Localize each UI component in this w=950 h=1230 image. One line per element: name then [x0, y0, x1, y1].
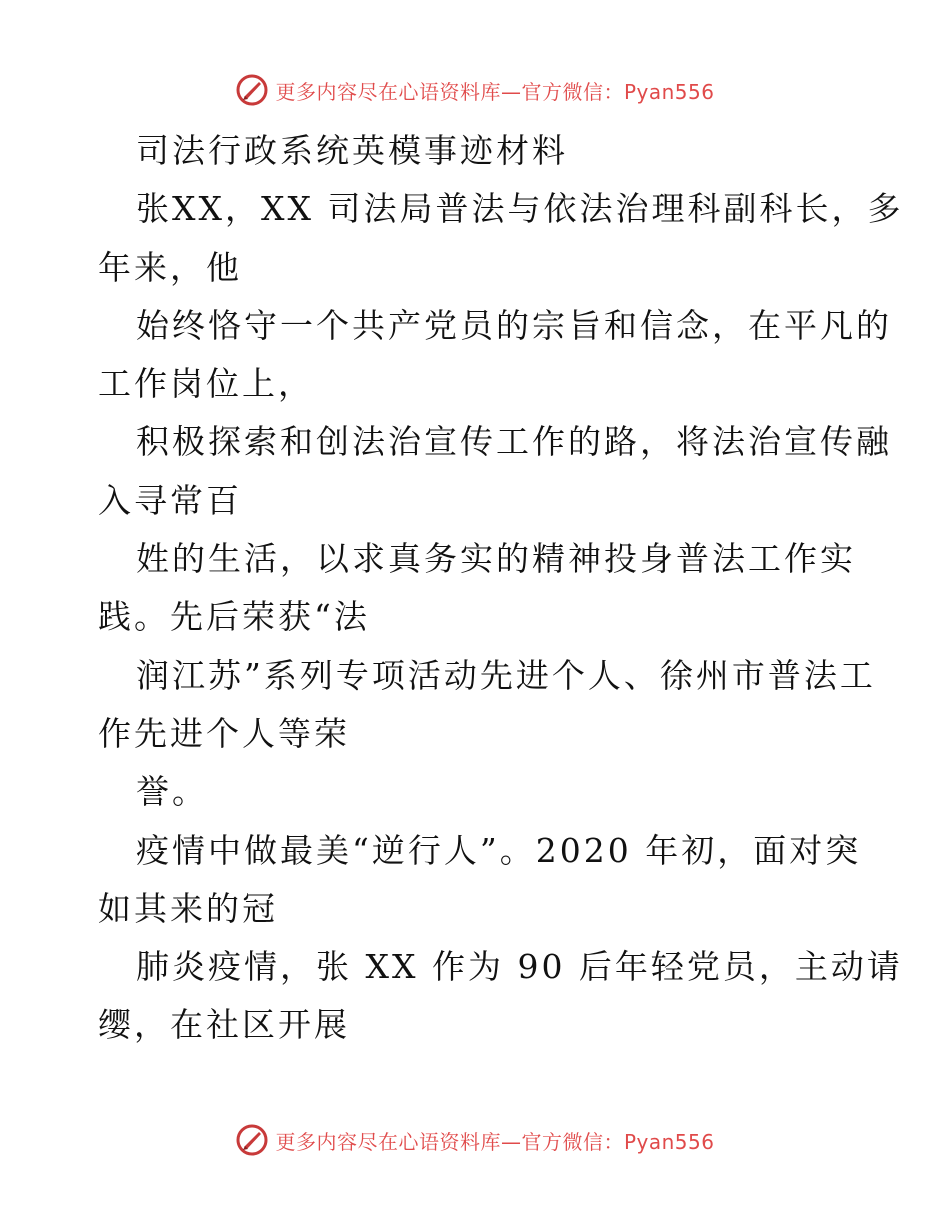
- watermark-text: 更多内容尽在心语资料库—官方微信：Pyan556: [275, 79, 715, 104]
- paragraph-line: 润江苏”系列专项活动先进个人、徐州市普法工: [136, 655, 876, 695]
- paragraph-line: 积极探索和创法治宣传工作的路，将法治宣传融: [136, 422, 892, 462]
- paragraph-line: 年来，他: [98, 247, 242, 287]
- document-body: [98, 122, 904, 1055]
- header-watermark: [0, 70, 950, 110]
- paragraph-line: 作先进个人等荣: [98, 713, 350, 753]
- document-title: 司法行政系统英模事迹材料: [136, 131, 568, 170]
- quill-logo-icon: [235, 1123, 269, 1157]
- paragraph-line: 入寻常百: [98, 480, 242, 520]
- paragraph-line: 工作岗位上，: [98, 364, 314, 404]
- footer-watermark: [0, 1120, 950, 1160]
- quill-logo-icon: [235, 73, 269, 107]
- paragraph-line: 疫情中做最美“逆行人”。2020 年初，面对突: [136, 830, 862, 870]
- paragraph-line: 践。先后荣获“法: [98, 597, 370, 637]
- paragraph-line: 誉。: [136, 772, 208, 812]
- watermark-text: 更多内容尽在心语资料库—官方微信：Pyan556: [275, 1129, 715, 1154]
- paragraph-line: 姓的生活，以求真务实的精神投身普法工作实: [136, 539, 856, 579]
- paragraph-line: 缨，在社区开展: [98, 1005, 350, 1045]
- paragraph-line: 肺炎疫情，张 XX 作为 90 后年轻党员，主动请: [136, 947, 903, 987]
- paragraph-line: 如其来的冠: [98, 888, 278, 928]
- paragraph-line: 始终恪守一个共产党员的宗旨和信念，在平凡的: [136, 305, 892, 345]
- paragraph-line: 张XX，XX 司法局普法与依法治理科副科长，多: [136, 189, 904, 229]
